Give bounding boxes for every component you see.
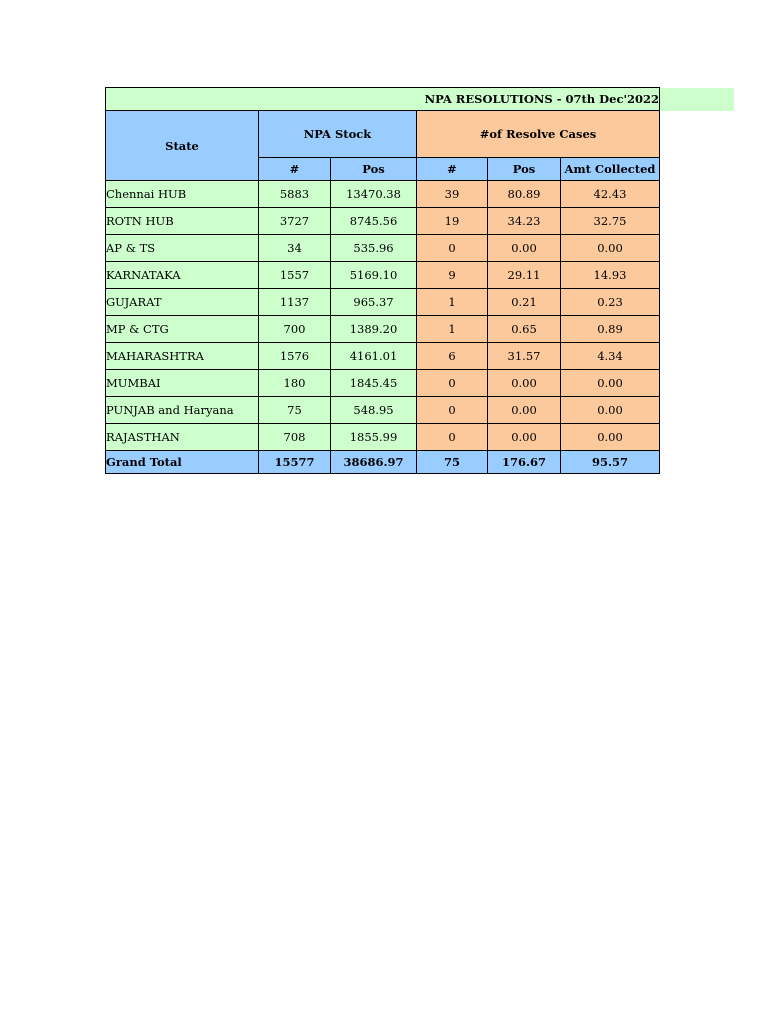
amt-collected-cell: 14.93 bbox=[561, 262, 660, 289]
stock-pos-cell: 1855.99 bbox=[331, 424, 417, 451]
state-cell: MUMBAI bbox=[106, 370, 259, 397]
stock-count-cell: 1137 bbox=[259, 289, 331, 316]
res-pos-cell: 0.65 bbox=[488, 316, 561, 343]
amt-collected-cell: 0.00 bbox=[561, 424, 660, 451]
stock-pos-cell: 1389.20 bbox=[331, 316, 417, 343]
stock-pos-cell: 535.96 bbox=[331, 235, 417, 262]
header-row-group bbox=[106, 111, 660, 158]
res-count-cell: 0 bbox=[417, 235, 488, 262]
table-row bbox=[106, 397, 660, 424]
res-pos-cell: 29.11 bbox=[488, 262, 561, 289]
res-pos-cell: 31.57 bbox=[488, 343, 561, 370]
table-row bbox=[106, 235, 660, 262]
state-cell: KARNATAKA bbox=[106, 262, 259, 289]
table-row bbox=[106, 289, 660, 316]
res-count-cell: 19 bbox=[417, 208, 488, 235]
res-count-cell: 9 bbox=[417, 262, 488, 289]
stock-pos-header: Pos bbox=[331, 158, 417, 181]
amt-collected-cell: 0.00 bbox=[561, 370, 660, 397]
res-count-cell: 6 bbox=[417, 343, 488, 370]
title-fill-extension bbox=[660, 88, 734, 111]
stock-pos-cell: 1845.45 bbox=[331, 370, 417, 397]
stock-count-cell: 75 bbox=[259, 397, 331, 424]
state-cell: Chennai HUB bbox=[106, 181, 259, 208]
stock-count-cell: 708 bbox=[259, 424, 331, 451]
table-row bbox=[106, 208, 660, 235]
stock-count-header: # bbox=[259, 158, 331, 181]
npa-resolutions-table bbox=[105, 87, 660, 474]
stock-pos-cell: 13470.38 bbox=[331, 181, 417, 208]
res-count-cell: 39 bbox=[417, 181, 488, 208]
stock-count-cell: 1576 bbox=[259, 343, 331, 370]
table-row bbox=[106, 316, 660, 343]
stock-count-cell: 180 bbox=[259, 370, 331, 397]
title-row bbox=[106, 88, 660, 111]
grand-total-label: Grand Total bbox=[106, 451, 259, 474]
res-count-cell: 0 bbox=[417, 370, 488, 397]
stock-pos-cell: 965.37 bbox=[331, 289, 417, 316]
amt-collected-cell: 0.00 bbox=[561, 235, 660, 262]
total-stock-pos: 38686.97 bbox=[331, 451, 417, 474]
stock-pos-cell: 4161.01 bbox=[331, 343, 417, 370]
total-stock-count: 15577 bbox=[259, 451, 331, 474]
amt-collected-cell: 4.34 bbox=[561, 343, 660, 370]
total-amt-collected: 95.57 bbox=[561, 451, 660, 474]
state-cell: RAJASTHAN bbox=[106, 424, 259, 451]
table-row bbox=[106, 262, 660, 289]
grand-total-row bbox=[106, 451, 660, 474]
amt-collected-header: Amt Collected bbox=[561, 158, 660, 181]
res-pos-cell: 0.00 bbox=[488, 235, 561, 262]
state-cell: ROTN HUB bbox=[106, 208, 259, 235]
res-pos-cell: 0.00 bbox=[488, 397, 561, 424]
stock-pos-cell: 5169.10 bbox=[331, 262, 417, 289]
res-count-cell: 0 bbox=[417, 424, 488, 451]
amt-collected-cell: 0.23 bbox=[561, 289, 660, 316]
res-pos-cell: 80.89 bbox=[488, 181, 561, 208]
stock-count-cell: 34 bbox=[259, 235, 331, 262]
state-header: State bbox=[106, 111, 259, 181]
total-res-pos: 176.67 bbox=[488, 451, 561, 474]
stock-pos-cell: 8745.56 bbox=[331, 208, 417, 235]
table-title: NPA RESOLUTIONS - 07th Dec'2022 bbox=[106, 88, 660, 111]
state-cell: MAHARASHTRA bbox=[106, 343, 259, 370]
total-res-count: 75 bbox=[417, 451, 488, 474]
table-row bbox=[106, 343, 660, 370]
res-pos-cell: 34.23 bbox=[488, 208, 561, 235]
state-cell: PUNJAB and Haryana bbox=[106, 397, 259, 424]
table-row bbox=[106, 370, 660, 397]
npa-sheet bbox=[105, 87, 660, 474]
table-row bbox=[106, 424, 660, 451]
state-cell: MP & CTG bbox=[106, 316, 259, 343]
stock-count-cell: 3727 bbox=[259, 208, 331, 235]
resolve-cases-header: #of Resolve Cases bbox=[417, 111, 660, 158]
state-cell: AP & TS bbox=[106, 235, 259, 262]
res-pos-cell: 0.21 bbox=[488, 289, 561, 316]
res-pos-header: Pos bbox=[488, 158, 561, 181]
stock-count-cell: 5883 bbox=[259, 181, 331, 208]
res-count-cell: 0 bbox=[417, 397, 488, 424]
stock-count-cell: 1557 bbox=[259, 262, 331, 289]
res-count-cell: 1 bbox=[417, 289, 488, 316]
amt-collected-cell: 0.89 bbox=[561, 316, 660, 343]
state-cell: GUJARAT bbox=[106, 289, 259, 316]
amt-collected-cell: 0.00 bbox=[561, 397, 660, 424]
npa-stock-header: NPA Stock bbox=[259, 111, 417, 158]
stock-pos-cell: 548.95 bbox=[331, 397, 417, 424]
stock-count-cell: 700 bbox=[259, 316, 331, 343]
table-row bbox=[106, 181, 660, 208]
res-pos-cell: 0.00 bbox=[488, 370, 561, 397]
amt-collected-cell: 32.75 bbox=[561, 208, 660, 235]
amt-collected-cell: 42.43 bbox=[561, 181, 660, 208]
res-count-cell: 1 bbox=[417, 316, 488, 343]
res-pos-cell: 0.00 bbox=[488, 424, 561, 451]
res-count-header: # bbox=[417, 158, 488, 181]
